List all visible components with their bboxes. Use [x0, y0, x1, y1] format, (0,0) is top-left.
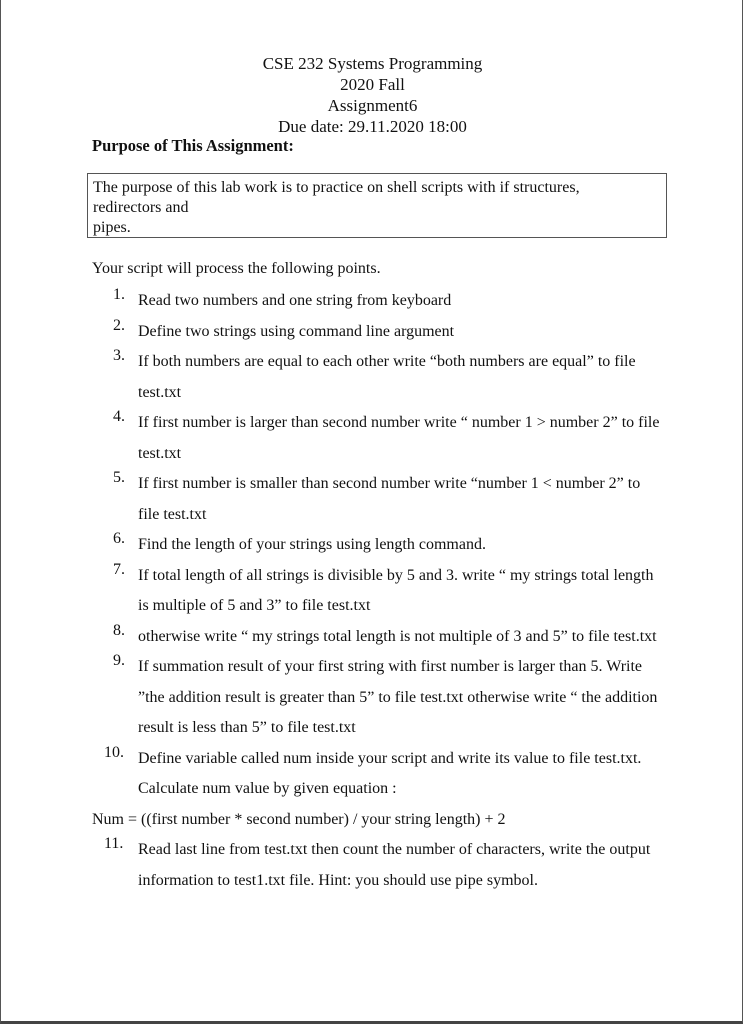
item-text: Read two numbers and one string from keyboard	[138, 292, 452, 309]
due-date: Due date: 29.11.2020 18:00	[278, 117, 467, 136]
term: 2020 Fall	[340, 75, 405, 94]
purpose-box	[87, 173, 667, 238]
purpose-heading: Purpose of This Assignment:	[92, 136, 294, 155]
item-text: If both numbers are equal to each other write “both numbers are equal” to file test.txt	[138, 353, 636, 401]
list-item	[1, 408, 743, 469]
item-number: 10.	[104, 743, 124, 761]
item-text: If summation result of your first string with first number is larger than 5. Write ”the addition result is greater than 5” to file test.txt otherwise write “ the addition result is less than 5” to file test.txt	[138, 658, 658, 736]
list-item	[1, 530, 743, 561]
document-header	[1, 53, 743, 137]
list-item	[1, 561, 743, 622]
item-text: Define variable called num inside your script and write its value to file test.txt. Calculate num value by given equation :	[138, 749, 642, 797]
item-number: 2.	[113, 316, 125, 334]
item-number: 9.	[113, 652, 125, 669]
list-item	[1, 317, 743, 348]
item-text: If total length of all strings is divisible by 5 and 3. write “ my strings total length is multiple of 5 and 3” to file test.txt	[138, 566, 654, 614]
points-list	[1, 286, 743, 896]
item-number: 7.	[113, 560, 125, 578]
item-number: 5.	[113, 469, 125, 486]
list-item	[1, 744, 743, 805]
list-item	[1, 347, 743, 408]
num-formula: Num = ((first number * second number) / your string length) + 2	[92, 810, 506, 828]
course-title: CSE 232 Systems Programming	[262, 54, 483, 73]
item-number: 8.	[113, 621, 125, 639]
item-text: If first number is smaller than second number write “number 1 < number 2” to file test.txt	[138, 475, 641, 523]
item-text: If first number is larger than second number write “ number 1 > number 2” to file test.txt	[138, 414, 660, 462]
item-number: 3.	[113, 347, 125, 364]
item-text: Find the length of your strings using length command.	[138, 536, 486, 553]
list-item	[1, 835, 743, 896]
list-item	[1, 622, 743, 653]
purpose-line-2: redirectors and	[93, 199, 189, 216]
purpose-line-3: pipes.	[93, 219, 131, 236]
item-number: 6.	[113, 530, 125, 547]
item-text: Read last line from test.txt then count the number of characters, write the output information to test1.txt file. Hint: you should use pipe symbol.	[138, 841, 651, 889]
item-number: 4.	[113, 408, 125, 425]
assignment-title: Assignment6	[327, 96, 418, 115]
list-item	[1, 469, 743, 530]
item-number: 11.	[104, 835, 124, 852]
intro-text: Your script will process the following points.	[92, 260, 381, 277]
item-number: 1.	[113, 286, 125, 303]
purpose-line-1: The purpose of this lab work is to practice on shell scripts with if structures,	[93, 179, 580, 196]
list-item	[1, 286, 743, 317]
item-text: otherwise write “ my strings total length is not multiple of 3 and 5” to file test.txt	[138, 627, 657, 645]
item-text: Define two strings using command line argument	[138, 322, 455, 340]
list-item	[1, 652, 743, 744]
